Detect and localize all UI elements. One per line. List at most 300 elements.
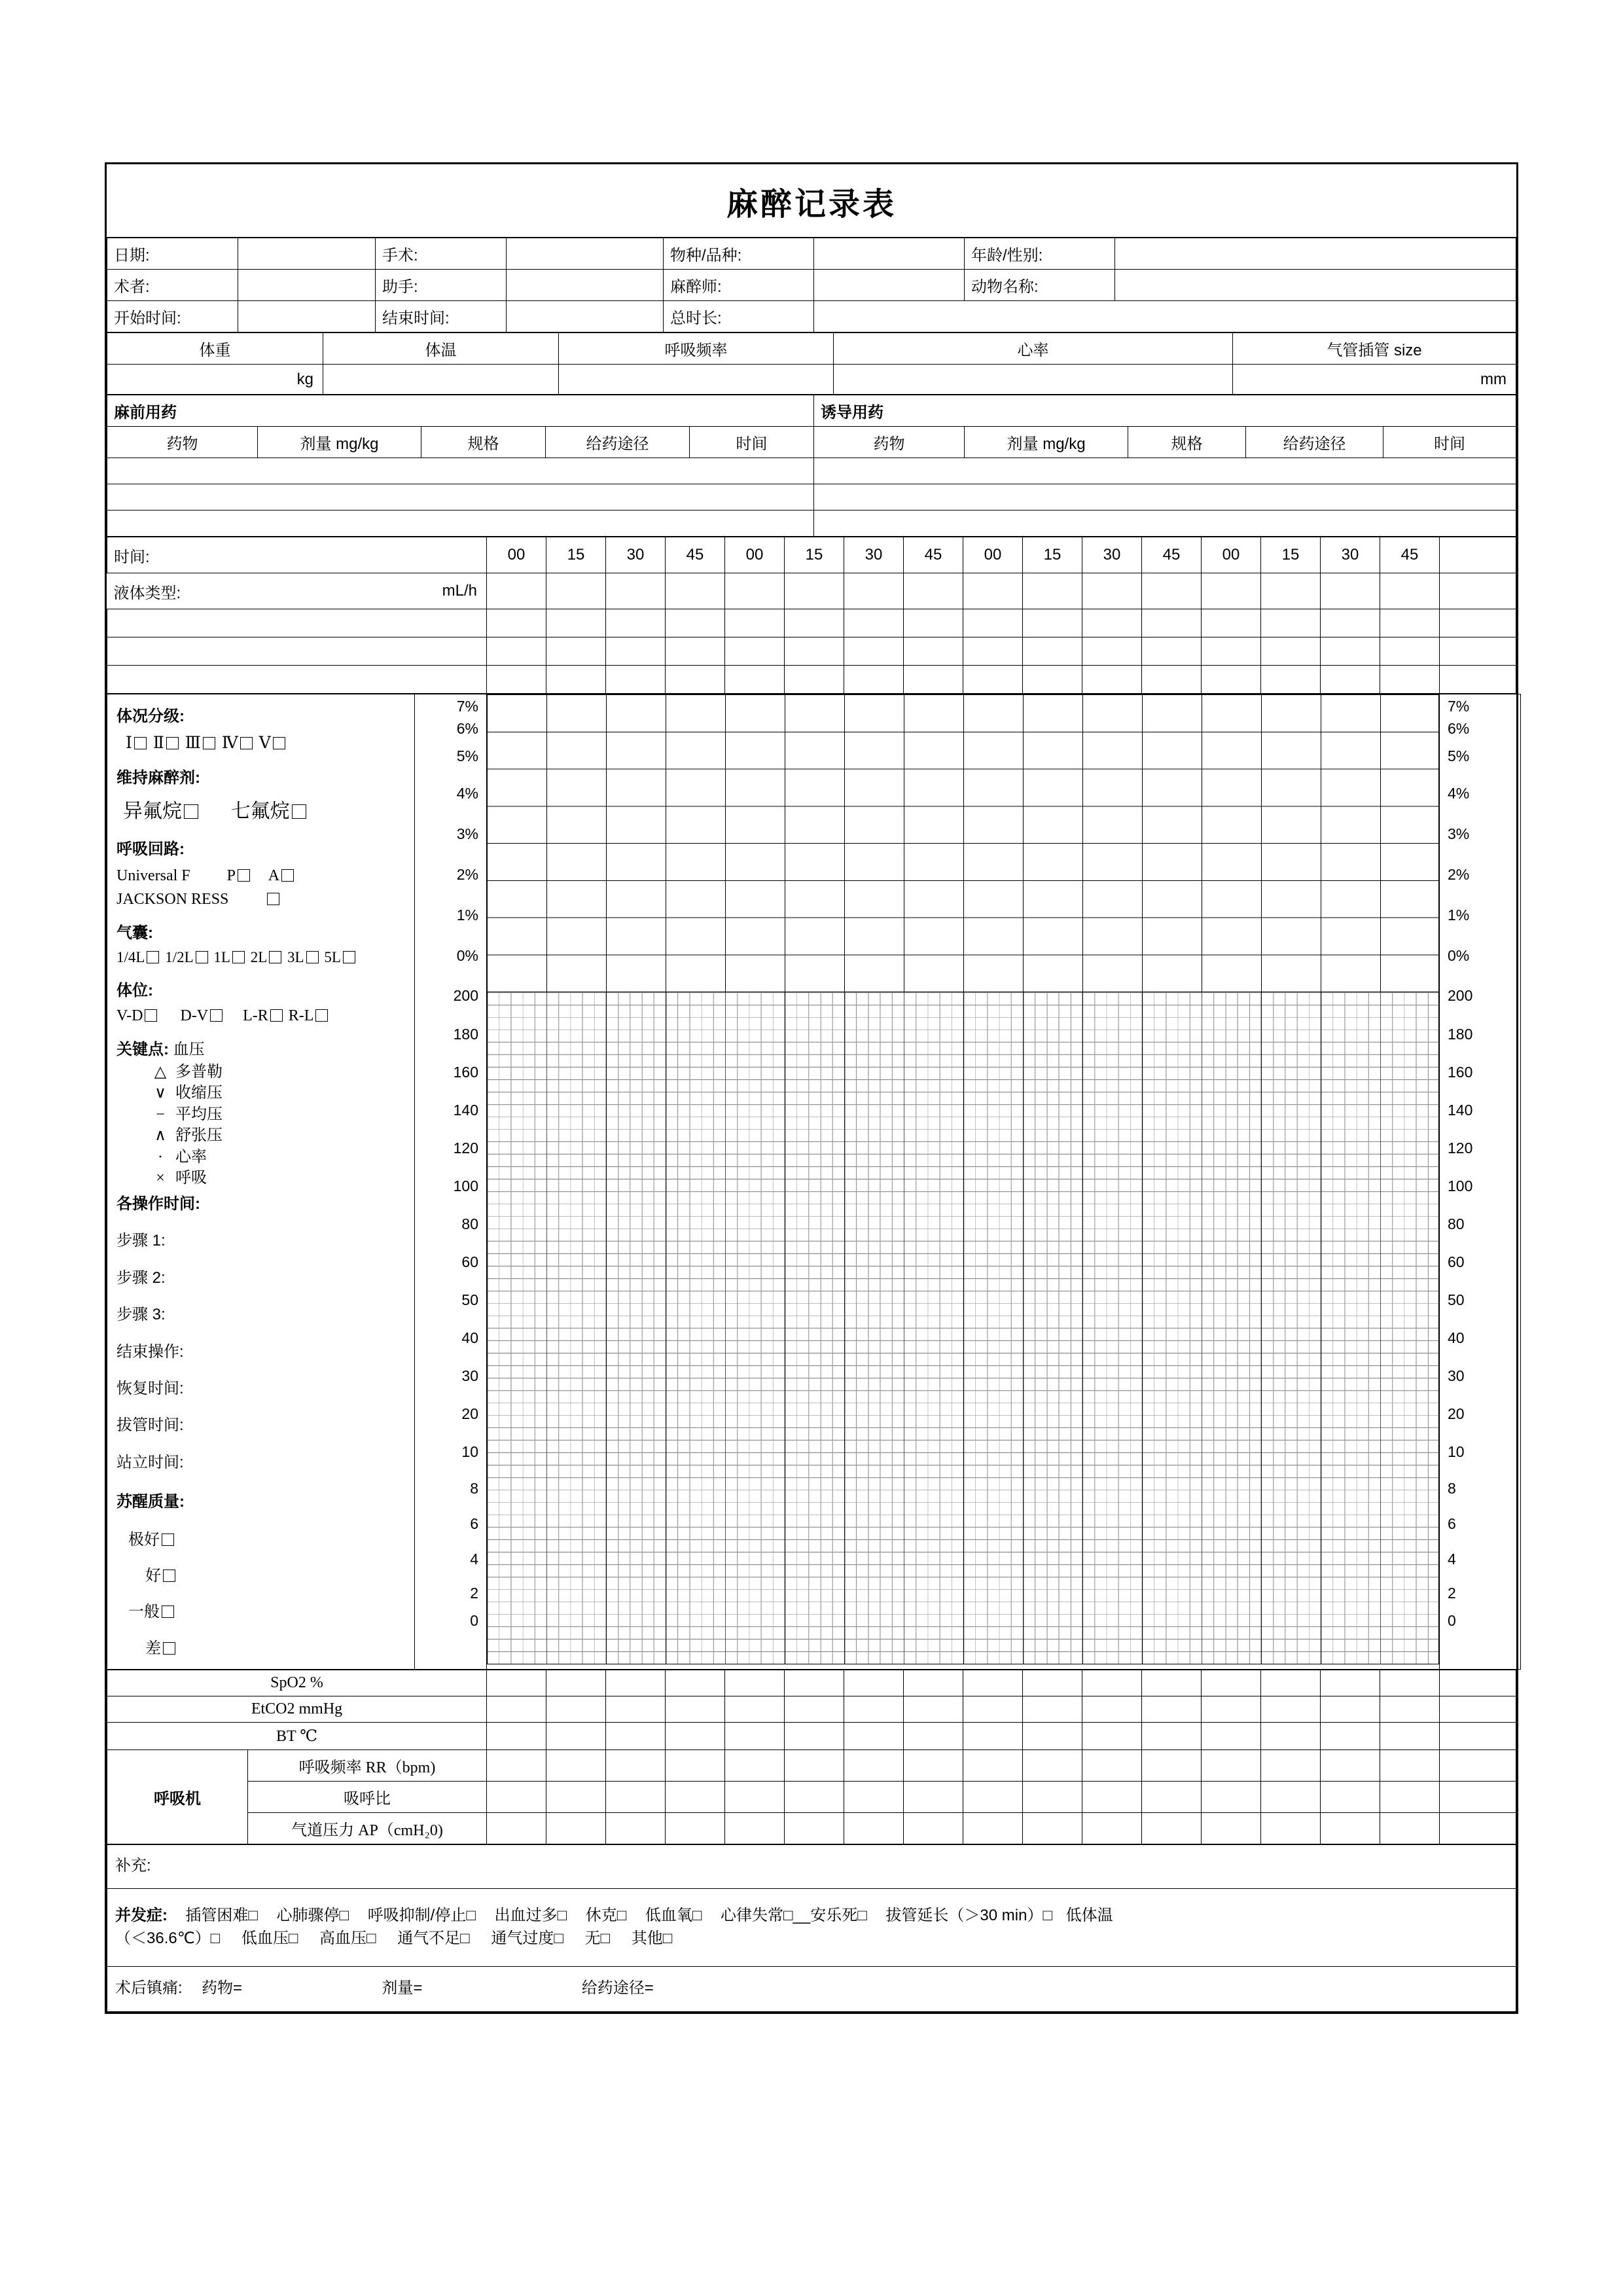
analgesia-row[interactable] xyxy=(107,1966,1516,2011)
fluid-cell[interactable] xyxy=(1142,609,1202,637)
fluid-cell[interactable] xyxy=(725,609,785,637)
position-checkbox-3[interactable] xyxy=(315,1009,328,1022)
asa-checkbox-1[interactable] xyxy=(134,737,147,749)
vent-ie-cell[interactable] xyxy=(1321,1781,1380,1812)
etco2-cell[interactable] xyxy=(1380,1696,1440,1722)
vitals-col-tube-size: 气管插管 size xyxy=(1233,333,1516,365)
bag-checkbox-3[interactable] xyxy=(269,951,281,963)
vent-rr-cell[interactable] xyxy=(546,1749,606,1781)
vent-ie-cell[interactable] xyxy=(725,1781,785,1812)
fluid-cell[interactable] xyxy=(546,666,606,694)
vitals-hr-value[interactable] xyxy=(834,365,1233,395)
etco2-cell[interactable] xyxy=(725,1696,785,1722)
bag-checkbox-1[interactable] xyxy=(196,951,208,963)
vent-rr-cell[interactable] xyxy=(1321,1749,1380,1781)
table-row xyxy=(107,1749,1516,1781)
recovery-quality-options xyxy=(116,1514,405,1666)
premed-col-spec: 规格 xyxy=(421,427,546,458)
asa-options[interactable] xyxy=(116,728,405,756)
fluid-cell[interactable] xyxy=(1440,666,1516,694)
vent-ap-cell[interactable] xyxy=(487,1812,546,1844)
fluid-cell[interactable] xyxy=(1440,637,1516,666)
vent-ie-cell[interactable] xyxy=(904,1781,963,1812)
bt-cell[interactable] xyxy=(1082,1722,1142,1749)
fluid-cell[interactable] xyxy=(844,637,904,666)
premed-col-route: 给药途径 xyxy=(546,427,690,458)
bt-cell[interactable] xyxy=(844,1722,904,1749)
complication-item[interactable]: 高血压□ xyxy=(319,1929,376,1947)
fluid-cell[interactable] xyxy=(1082,573,1142,609)
vent-rr-cell[interactable] xyxy=(1202,1749,1261,1781)
spo2-cell[interactable] xyxy=(725,1670,785,1696)
etco2-cell[interactable] xyxy=(1321,1696,1380,1722)
bag-checkbox-5[interactable] xyxy=(343,951,355,963)
circuit-title: 呼吸回路: xyxy=(116,840,185,858)
vent-ap-cell[interactable] xyxy=(963,1812,1023,1844)
complication-item[interactable]: 通气不足□ xyxy=(397,1929,470,1947)
circuit-a-checkbox[interactable] xyxy=(281,869,294,882)
fluid-cell[interactable] xyxy=(606,637,666,666)
vent-rr-cell[interactable] xyxy=(1440,1749,1516,1781)
fluid-cell[interactable] xyxy=(1261,573,1321,609)
complication-item[interactable]: 插管困难□ xyxy=(185,1907,258,1925)
fluid-cell[interactable] xyxy=(546,573,606,609)
field-date-value[interactable] xyxy=(238,238,376,270)
spo2-cell[interactable] xyxy=(1321,1670,1380,1696)
etco2-cell[interactable] xyxy=(546,1696,606,1722)
etco2-cell[interactable] xyxy=(666,1696,725,1722)
recovery-checkbox-poor[interactable] xyxy=(163,1642,175,1655)
bt-cell[interactable] xyxy=(1023,1722,1082,1749)
asa-checkbox-5[interactable] xyxy=(273,737,285,749)
complication-item[interactable]: 休克□ xyxy=(585,1907,627,1925)
complication-item[interactable]: 无□ xyxy=(584,1929,611,1947)
bt-cell[interactable] xyxy=(606,1722,666,1749)
vent-ie-cell[interactable] xyxy=(1261,1781,1321,1812)
fluid-cell[interactable] xyxy=(963,609,1023,637)
fluid-cell[interactable] xyxy=(666,637,725,666)
spo2-cell[interactable] xyxy=(1440,1670,1516,1696)
bt-cell[interactable] xyxy=(546,1722,606,1749)
etco2-cell[interactable] xyxy=(1440,1696,1516,1722)
fluid-cell[interactable] xyxy=(1261,609,1321,637)
fluid-cell[interactable] xyxy=(725,573,785,609)
complication-item[interactable]: 低血压□ xyxy=(241,1929,298,1947)
complication-item[interactable]: 心律失常□__安乐死□ xyxy=(721,1907,867,1925)
circuit-jackson-rees-checkbox[interactable] xyxy=(267,893,279,905)
vent-ie-cell[interactable] xyxy=(1082,1781,1142,1812)
vent-ap-cell[interactable] xyxy=(725,1812,785,1844)
position-checkbox-1[interactable] xyxy=(210,1009,223,1022)
fluid-cell[interactable] xyxy=(606,666,666,694)
fluid-cell[interactable] xyxy=(1440,573,1516,609)
position-options[interactable] xyxy=(116,1003,405,1028)
field-end-time-value[interactable] xyxy=(507,301,664,332)
operation-step-3[interactable]: 步骤 3: xyxy=(116,1306,166,1324)
fluid-cell[interactable] xyxy=(785,573,844,609)
fluid-cell[interactable] xyxy=(1082,666,1142,694)
vent-ap-cell[interactable] xyxy=(1321,1812,1380,1844)
scale-percent-label: 4% xyxy=(456,784,478,802)
etco2-cell[interactable] xyxy=(487,1696,546,1722)
vent-rr-cell[interactable] xyxy=(963,1749,1023,1781)
recovery-checkbox-fair[interactable] xyxy=(162,1605,174,1618)
premed-entry-row[interactable] xyxy=(107,458,814,484)
vent-rr-cell[interactable] xyxy=(606,1749,666,1781)
position-checkbox-0[interactable] xyxy=(145,1009,157,1022)
drugs-table xyxy=(107,395,1516,537)
fluid-cell[interactable] xyxy=(1142,637,1202,666)
fluid-cell[interactable] xyxy=(1023,637,1082,666)
vent-rr-cell[interactable] xyxy=(725,1749,785,1781)
scale-value-label: 140 xyxy=(1448,1101,1473,1119)
fluid-cell[interactable] xyxy=(1202,666,1261,694)
fluid-cell[interactable] xyxy=(1082,637,1142,666)
fluid-cell[interactable] xyxy=(1202,637,1261,666)
complication-item[interactable]: 低血氧□ xyxy=(645,1907,702,1925)
recovery-option-excellent[interactable]: 极好 xyxy=(116,1522,405,1558)
induction-entry-row[interactable] xyxy=(814,458,1516,484)
premed-entry-row[interactable] xyxy=(107,511,814,537)
operations-list xyxy=(116,1216,405,1481)
fluid-cell[interactable] xyxy=(725,637,785,666)
vent-rr-cell[interactable] xyxy=(666,1749,725,1781)
recovery-checkbox-good[interactable] xyxy=(163,1570,175,1582)
recovery-option-fair[interactable]: 一般 xyxy=(116,1594,405,1630)
fluid-cell[interactable] xyxy=(487,609,546,637)
spo2-cell[interactable] xyxy=(785,1670,844,1696)
sevoflurane-checkbox[interactable] xyxy=(292,804,306,819)
complication-item[interactable]: 呼吸抑制/停止□ xyxy=(367,1907,476,1925)
vent-ie-cell[interactable] xyxy=(1380,1781,1440,1812)
vent-ap-cell[interactable] xyxy=(844,1812,904,1844)
recovery-option-poor[interactable]: 差 xyxy=(116,1630,405,1666)
bt-cell[interactable] xyxy=(1142,1722,1202,1749)
scale-percent-label: 4% xyxy=(1448,784,1470,802)
operation-end[interactable]: 结束操作: xyxy=(116,1342,184,1361)
maintenance-options[interactable] xyxy=(116,790,405,826)
vent-rr-cell[interactable] xyxy=(1142,1749,1202,1781)
circuit-p-checkbox[interactable] xyxy=(238,869,250,882)
bt-cell[interactable] xyxy=(1380,1722,1440,1749)
field-surgeon-value[interactable] xyxy=(238,270,376,301)
fluid-extra-label[interactable] xyxy=(107,609,487,637)
fluid-cell[interactable] xyxy=(844,573,904,609)
circuit-universal-f-row[interactable] xyxy=(116,861,405,888)
vitals-temp-value[interactable] xyxy=(323,365,559,395)
bag-options[interactable] xyxy=(116,945,405,969)
bt-cell[interactable] xyxy=(1321,1722,1380,1749)
fluid-cell[interactable] xyxy=(1380,666,1440,694)
table-row xyxy=(107,427,1516,458)
spo2-cell[interactable] xyxy=(904,1670,963,1696)
vent-ap-cell[interactable] xyxy=(1202,1812,1261,1844)
fluid-cell[interactable] xyxy=(904,573,963,609)
fluid-cell[interactable] xyxy=(546,609,606,637)
fluid-cell[interactable] xyxy=(606,573,666,609)
fluid-cell[interactable] xyxy=(1380,637,1440,666)
field-species-value[interactable] xyxy=(814,238,965,270)
analgesia-dose-field[interactable]: 剂量= xyxy=(382,1979,423,1998)
vent-ap-cell[interactable] xyxy=(1261,1812,1321,1844)
vitals-weight-unit[interactable]: kg xyxy=(107,365,323,395)
vent-rr-cell[interactable] xyxy=(1261,1749,1321,1781)
vent-ap-cell[interactable] xyxy=(1380,1812,1440,1844)
fluid-cell[interactable] xyxy=(546,637,606,666)
field-anesthetist-value[interactable] xyxy=(814,270,965,301)
fluid-cell[interactable] xyxy=(963,637,1023,666)
vent-ie-cell[interactable] xyxy=(785,1781,844,1812)
ventilator-ap-label: 气道压力 AP（cmH₂0) xyxy=(248,1812,487,1844)
time-tick: 00 xyxy=(963,537,1023,573)
fluid-cell[interactable] xyxy=(1202,573,1261,609)
gas-percent-grid[interactable] xyxy=(487,694,1439,992)
table-row xyxy=(107,1781,1516,1812)
vent-rr-cell[interactable] xyxy=(904,1749,963,1781)
right-scale-column xyxy=(1440,694,1521,1670)
bt-cell[interactable] xyxy=(1261,1722,1321,1749)
left-scale-values xyxy=(415,976,486,1632)
time-tick: 15 xyxy=(546,537,606,573)
operation-extubation-time[interactable]: 拔管时间: xyxy=(116,1416,184,1435)
etco2-cell[interactable] xyxy=(844,1696,904,1722)
asa-checkbox-4[interactable] xyxy=(240,737,253,749)
operation-step-2[interactable]: 步骤 2: xyxy=(116,1268,166,1287)
recovery-option-good[interactable]: 好 xyxy=(116,1558,405,1594)
position-checkbox-2[interactable] xyxy=(270,1009,283,1022)
fluid-cell[interactable] xyxy=(1142,573,1202,609)
bp-fine-grid[interactable] xyxy=(487,992,1439,1664)
vent-ie-cell[interactable] xyxy=(1440,1781,1516,1812)
vent-ie-cell[interactable] xyxy=(487,1781,546,1812)
isoflurane-checkbox[interactable] xyxy=(184,804,198,819)
etco2-cell[interactable] xyxy=(1023,1696,1082,1722)
etco2-cell[interactable] xyxy=(963,1696,1023,1722)
bag-checkbox-0[interactable] xyxy=(147,951,159,963)
fluid-unit-label: mL/h xyxy=(442,582,477,600)
fluid-cell[interactable] xyxy=(785,609,844,637)
field-animal-name-value[interactable] xyxy=(1115,270,1516,301)
time-row-label: 时间: xyxy=(107,537,487,573)
fluid-cell[interactable] xyxy=(904,609,963,637)
left-scale-percent xyxy=(415,694,486,976)
spo2-cell[interactable] xyxy=(844,1670,904,1696)
vent-ie-cell[interactable] xyxy=(1023,1781,1082,1812)
fluid-cell[interactable] xyxy=(1142,666,1202,694)
vitals-rr-value[interactable] xyxy=(559,365,834,395)
fluid-cell[interactable] xyxy=(963,573,1023,609)
vitals-tube-unit[interactable]: mm xyxy=(1233,365,1516,395)
vent-rr-cell[interactable] xyxy=(844,1749,904,1781)
fluid-cell[interactable] xyxy=(487,637,546,666)
etco2-cell[interactable] xyxy=(1261,1696,1321,1722)
bt-cell[interactable] xyxy=(1440,1722,1516,1749)
vent-ie-cell[interactable] xyxy=(546,1781,606,1812)
fluid-cell[interactable] xyxy=(1321,573,1380,609)
scale-value-label: 160 xyxy=(453,1063,478,1081)
vent-rr-cell[interactable] xyxy=(1023,1749,1082,1781)
field-age-sex-label: 年龄/性别: xyxy=(965,238,1115,270)
vent-ie-cell[interactable] xyxy=(844,1781,904,1812)
position-item-0: V-D xyxy=(116,1007,143,1024)
asa-item-2: Ⅱ xyxy=(152,734,164,752)
vent-ie-cell[interactable] xyxy=(666,1781,725,1812)
anesthesia-record-sheet xyxy=(105,162,1518,2014)
fluid-cell[interactable] xyxy=(963,666,1023,694)
bt-cell[interactable] xyxy=(666,1722,725,1749)
fluid-cell[interactable] xyxy=(844,609,904,637)
bt-cell[interactable] xyxy=(1202,1722,1261,1749)
circuit-jackson-rees-row[interactable] xyxy=(116,888,405,911)
vent-ap-cell[interactable] xyxy=(1142,1812,1202,1844)
fluid-cell[interactable] xyxy=(1202,609,1261,637)
fluid-cell[interactable] xyxy=(1023,666,1082,694)
bt-cell[interactable] xyxy=(904,1722,963,1749)
field-duration-value[interactable] xyxy=(814,301,1516,332)
bt-cell[interactable] xyxy=(487,1722,546,1749)
legend-symbol: △ xyxy=(154,1064,167,1081)
analgesia-drug-field[interactable]: 药物= xyxy=(202,1979,243,1998)
complication-item[interactable]: 其他□ xyxy=(631,1929,673,1947)
vent-ap-cell[interactable] xyxy=(666,1812,725,1844)
fluid-cell[interactable] xyxy=(1321,666,1380,694)
induction-entry-row[interactable] xyxy=(814,484,1516,511)
etco2-cell[interactable] xyxy=(606,1696,666,1722)
spo2-cell[interactable] xyxy=(487,1670,546,1696)
fluid-cell[interactable] xyxy=(666,609,725,637)
fluid-cell[interactable] xyxy=(1380,573,1440,609)
fluid-extra-label[interactable] xyxy=(107,637,487,666)
vent-ap-cell[interactable] xyxy=(904,1812,963,1844)
field-start-time-value[interactable] xyxy=(238,301,376,332)
fluid-cell[interactable] xyxy=(1321,637,1380,666)
key-points-subtitle: 血压 xyxy=(173,1041,205,1058)
etco2-cell[interactable] xyxy=(1142,1696,1202,1722)
operation-standing-time[interactable]: 站立时间: xyxy=(116,1453,184,1471)
vent-rr-cell[interactable] xyxy=(487,1749,546,1781)
fluid-extra-label[interactable] xyxy=(107,666,487,694)
vent-ap-cell[interactable] xyxy=(785,1812,844,1844)
vent-ap-cell[interactable] xyxy=(1023,1812,1082,1844)
scale-value-label: 6 xyxy=(470,1515,478,1532)
fluid-cell[interactable] xyxy=(1082,609,1142,637)
vent-ap-cell[interactable] xyxy=(1082,1812,1142,1844)
fluid-cell[interactable] xyxy=(1321,609,1380,637)
vent-ie-cell[interactable] xyxy=(1202,1781,1261,1812)
bt-cell[interactable] xyxy=(725,1722,785,1749)
complication-item[interactable]: 拔管延长（＞30 min）□ xyxy=(885,1907,1052,1925)
time-tick: 00 xyxy=(487,537,546,573)
asa-checkbox-2[interactable] xyxy=(166,737,179,749)
vent-ap-cell[interactable] xyxy=(1440,1812,1516,1844)
asa-checkbox-3[interactable] xyxy=(203,737,215,749)
fluid-cell[interactable] xyxy=(725,666,785,694)
spo2-cell[interactable] xyxy=(1380,1670,1440,1696)
fluid-cell[interactable] xyxy=(666,666,725,694)
operation-recovery-time[interactable]: 恢复时间: xyxy=(116,1379,184,1397)
vent-rr-cell[interactable] xyxy=(1082,1749,1142,1781)
legend-label: 多普勒 xyxy=(175,1063,223,1081)
fluid-cell[interactable] xyxy=(487,666,546,694)
table-row xyxy=(107,395,1516,427)
vent-ie-cell[interactable] xyxy=(606,1781,666,1812)
etco2-cell[interactable] xyxy=(1202,1696,1261,1722)
scale-percent-label: 1% xyxy=(456,906,478,924)
vent-ap-cell[interactable] xyxy=(546,1812,606,1844)
spo2-cell[interactable] xyxy=(1082,1670,1142,1696)
spo2-cell[interactable] xyxy=(1202,1670,1261,1696)
complication-item[interactable]: 心肺骤停□ xyxy=(276,1907,349,1925)
table-row xyxy=(107,333,1516,365)
fluid-cell[interactable] xyxy=(1023,573,1082,609)
etco2-cell[interactable] xyxy=(904,1696,963,1722)
fluid-cell[interactable] xyxy=(487,573,546,609)
etco2-cell[interactable] xyxy=(785,1696,844,1722)
field-assistant-value[interactable] xyxy=(507,270,664,301)
fluid-cell[interactable] xyxy=(904,666,963,694)
spo2-cell[interactable] xyxy=(666,1670,725,1696)
fluid-cell[interactable] xyxy=(666,573,725,609)
complications-row[interactable] xyxy=(107,1888,1516,1966)
spo2-cell[interactable] xyxy=(546,1670,606,1696)
spo2-cell[interactable] xyxy=(1261,1670,1321,1696)
fluid-cell[interactable] xyxy=(1261,666,1321,694)
recovery-checkbox-excellent[interactable] xyxy=(162,1534,174,1546)
fluid-cell[interactable] xyxy=(785,637,844,666)
complication-item[interactable]: 通气过度□ xyxy=(491,1929,563,1947)
vent-ie-cell[interactable] xyxy=(1142,1781,1202,1812)
spo2-cell[interactable] xyxy=(1142,1670,1202,1696)
complication-item[interactable]: 出血过多□ xyxy=(494,1907,567,1925)
fluid-cell[interactable] xyxy=(1261,637,1321,666)
spo2-cell[interactable] xyxy=(963,1670,1023,1696)
etco2-cell[interactable] xyxy=(1082,1696,1142,1722)
fluid-cell[interactable] xyxy=(1023,609,1082,637)
field-age-sex-value[interactable] xyxy=(1115,238,1516,270)
vent-ie-cell[interactable] xyxy=(963,1781,1023,1812)
chart-grid-cell[interactable] xyxy=(487,694,1440,1670)
fluid-cell[interactable] xyxy=(1380,609,1440,637)
fluid-cell[interactable] xyxy=(1440,609,1516,637)
fluid-cell[interactable] xyxy=(904,637,963,666)
fluid-cell[interactable] xyxy=(844,666,904,694)
legend-item xyxy=(145,1168,405,1189)
bag-checkbox-4[interactable] xyxy=(306,951,319,963)
spo2-cell[interactable] xyxy=(1023,1670,1082,1696)
vent-ap-cell[interactable] xyxy=(606,1812,666,1844)
bag-checkbox-2[interactable] xyxy=(232,951,245,963)
time-tick: 15 xyxy=(785,537,844,573)
operation-step-1[interactable]: 步骤 1: xyxy=(116,1232,166,1250)
fluid-cell[interactable] xyxy=(785,666,844,694)
legend-label: 心率 xyxy=(175,1147,207,1166)
legend-symbol: ∨ xyxy=(154,1085,166,1102)
supplement-row[interactable] xyxy=(107,1844,1516,1888)
complication-item[interactable]: （＜36.6℃）□ xyxy=(115,1929,221,1947)
bt-cell[interactable] xyxy=(785,1722,844,1749)
spo2-cell[interactable] xyxy=(606,1670,666,1696)
complication-item[interactable]: 低体温 xyxy=(1065,1907,1113,1925)
analgesia-route-field[interactable]: 给药途径= xyxy=(581,1979,654,1998)
scale-percent-label: 6% xyxy=(1448,719,1470,737)
premed-entry-row[interactable] xyxy=(107,484,814,511)
induction-entry-row[interactable] xyxy=(814,511,1516,537)
fluid-cell[interactable] xyxy=(606,609,666,637)
vent-rr-cell[interactable] xyxy=(1380,1749,1440,1781)
vent-rr-cell[interactable] xyxy=(785,1749,844,1781)
bt-cell[interactable] xyxy=(963,1722,1023,1749)
field-surgery-value[interactable] xyxy=(507,238,664,270)
